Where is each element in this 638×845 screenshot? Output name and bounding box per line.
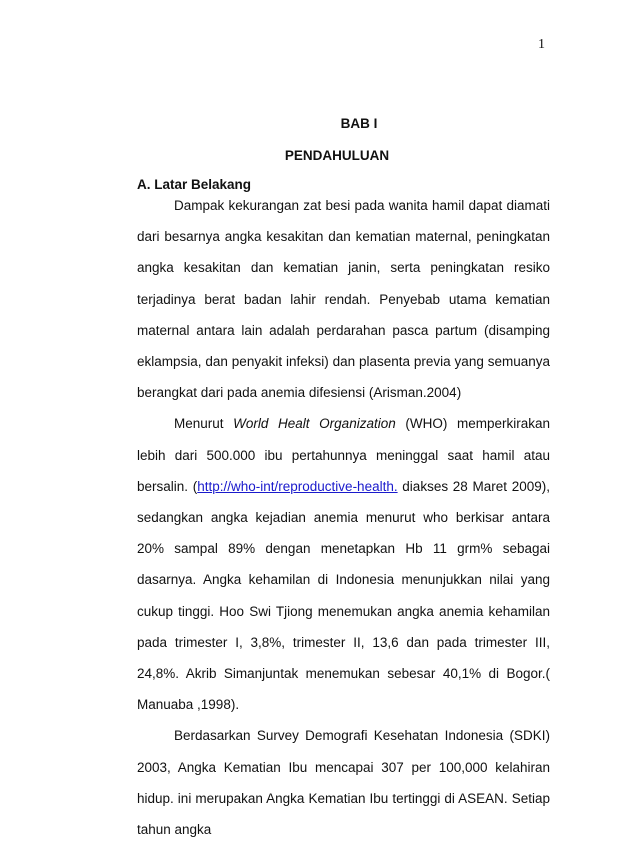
page-number: 1: [538, 37, 545, 52]
chapter-label: BAB I: [340, 116, 378, 131]
section-heading: A. Latar Belakang: [137, 177, 252, 192]
p2-text-mid: (WHO) memperkirakan lebih dari 500.000 ibu pertahunnya meninggal saat hamil atau bersalin. (: [137, 416, 550, 494]
paragraph-3: Berdasarkan Survey Demografi Kesehatan Indonesia (SDKI) 2003, Angka Kematian Ibu mencapai 307 per 100,000 kelahiran hidup. ini merupakan Angka Kematian Ibu tertinggi di ASEAN. Setiap tahun angka: [137, 728, 550, 838]
p2-text-end: diakses 28 Maret 2009), sedangkan angka kejadian anemia menurut who berkisar antara 20% sampal 89% dengan menetapkan Hb 11 grm% sebagai dasarnya. Angka kehamilan di Indonesia menunjukkan nilai yang cukup tinggi. Hoo Swi Tjiong menemukan angka anemia kehamilan pada trimester I, 3,8%, trimester II, 13,6 dan pada trimester III, 24,8%. Akrib Simanjuntak menemukan sebesar 40,1% di Bogor.( Manuaba ,1998).: [137, 478, 550, 713]
who-link[interactable]: http://who-int/reproductive-health.: [197, 478, 398, 494]
p2-text-start: Menurut: [174, 416, 234, 432]
paragraph-1: Dampak kekurangan zat besi pada wanita hamil dapat diamati dari besarnya angka kesakitan dan kematian maternal, peningkatan angka kesakitan dan kematian janin, serta peningkatan resiko terjadinya berat badan lahir rendah. Penyebab utama kematian maternal antara lain adalah perdarahan pasca partum (disamping eklampsia, dan penyakit infeksi) dan plasenta previa yang semuanya berangkat dari pada anemia difesiensi (Arisman.2004): [137, 198, 550, 401]
paragraph-2: [137, 408, 550, 720]
who-name-italic: World Healt Organization: [233, 416, 396, 432]
body-text: [137, 190, 550, 845]
chapter-title: PENDAHULUAN: [284, 148, 390, 163]
